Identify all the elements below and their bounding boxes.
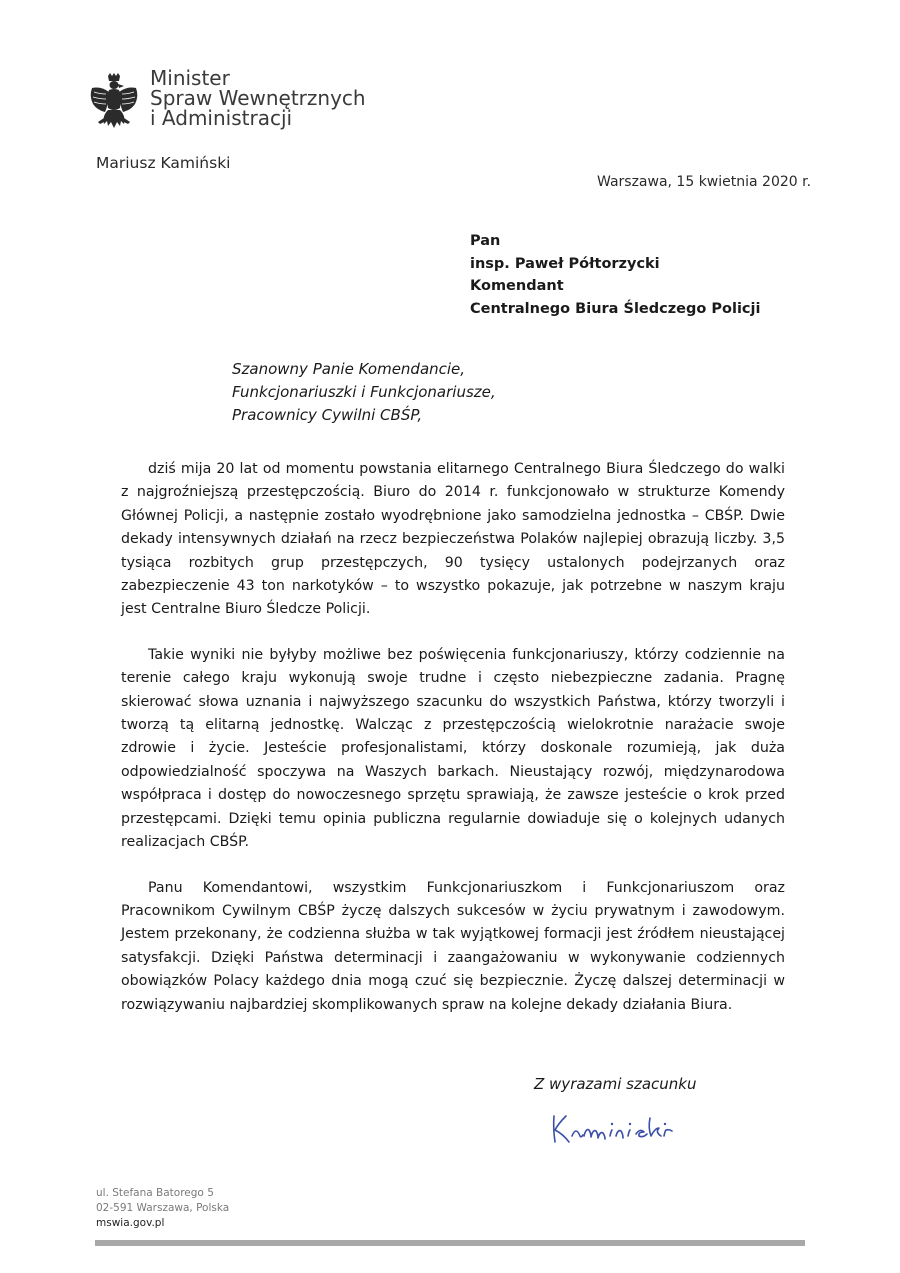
footer-address: [96, 1186, 229, 1231]
salutation-line: Pracownicy Cywilni CBŚP,: [232, 406, 423, 424]
footer-address-line: ul. Stefana Batorego 5: [96, 1187, 214, 1199]
minister-name: Mariusz Kamiński: [96, 154, 231, 172]
ministry-line: Spraw Wewnętrznych: [150, 86, 366, 110]
ministry-line: Minister: [150, 66, 230, 90]
salutation-line: Funkcjonariuszki i Funkcjonariusze,: [232, 383, 496, 401]
recipient-block: [470, 230, 760, 320]
body-paragraph: Takie wyniki nie byłyby możliwe bez poświęcenia funkcjonariuszy, którzy codziennie na terenie całego kraju wykonują swoje trudne i często niebezpieczne zadania. Pragnę skierować słowa uznania i najwyższego szacunku do wszystkich Państwa, którzy tworzyli i tworzą tą elitarną jednostkę. Walcząc z przestępczością wielokrotnie narażacie swoje zdrowie i życie. Jesteście profesjonalistami, którzy doskonale rozumieją, jak duża odpowiedzialność spoczywa na Waszych barkach. Nieustający rozwój, międzynarodowa współpraca i dostęp do nowoczesnego sprzętu sprawiają, że zawsze jesteście o krok przed przestępcami. Dzięki temu opinia publiczna regularnie dowiaduje się o kolejnych udanych realizacjach CBŚP.: [121, 646, 785, 851]
handwritten-signature: [548, 1106, 678, 1146]
polish-eagle-icon: [88, 72, 140, 134]
ministry-name: [150, 68, 366, 128]
body-paragraph: dziś mija 20 lat od momentu powstania elitarnego Centralnego Biura Śledczego do walki z najgroźniejszą przestępczością. Biuro do 2014 r. funkcjonowało w strukturze Komendy Głównej Policji, a następnie zostało wyodrębnione jako samodzielna jednostka – CBŚP. Dwie dekady intensywnych działań na rzecz bezpieczeństwa Polaków najlepiej obrazują liczby. 3,5 tysiąca rozbitych grup przestępczych, 90 tysięcy ustalonych podejrzanych oraz zabezpieczenie 43 ton narkotyków – to wszystko pokazuje, jak potrzebne w naszym kraju jest Centralne Biuro Śledcze Policji.: [121, 461, 785, 618]
ministry-line: i Administracji: [150, 106, 293, 130]
body-paragraph: Panu Komendantowi, wszystkim Funkcjonariuszkom i Funkcjonariuszom oraz Pracownikom Cywilnym CBŚP życzę dalszych sukcesów w życiu prywatnym i zawodowym. Jestem przekonany, że codzienna służba w tak wyjątkowej formacji jest źródłem nieustającej satysfakcji. Dzięki Państwa determinacji i zaangażowaniu w wykonywanie codziennych obowiązków Polacy każdego dnia mogą czuć się bezpiecznie. Życzę dalszej determinacji w rozwiązywaniu najbardziej skomplikowanych spraw na kolejne dekady działania Biura.: [121, 879, 785, 1013]
recipient-line: Komendant: [470, 278, 564, 294]
footer-divider: [95, 1240, 805, 1246]
footer-website-link[interactable]: mswia.gov.pl: [96, 1217, 165, 1229]
footer-address-line: 02-591 Warszawa, Polska: [96, 1202, 230, 1214]
recipient-line: insp. Paweł Półtorzycki: [470, 255, 660, 272]
date-line: Warszawa, 15 kwietnia 2020 r.: [597, 174, 812, 190]
recipient-line: Centralnego Biura Śledczego Policji: [470, 300, 761, 317]
recipient-line: Pan: [470, 233, 501, 249]
letter-body: [121, 458, 785, 1039]
salutation-line: Szanowny Panie Komendancie,: [232, 360, 466, 378]
salutation-block: [232, 358, 496, 427]
closing-line: Z wyrazami szacunku: [534, 1075, 697, 1093]
